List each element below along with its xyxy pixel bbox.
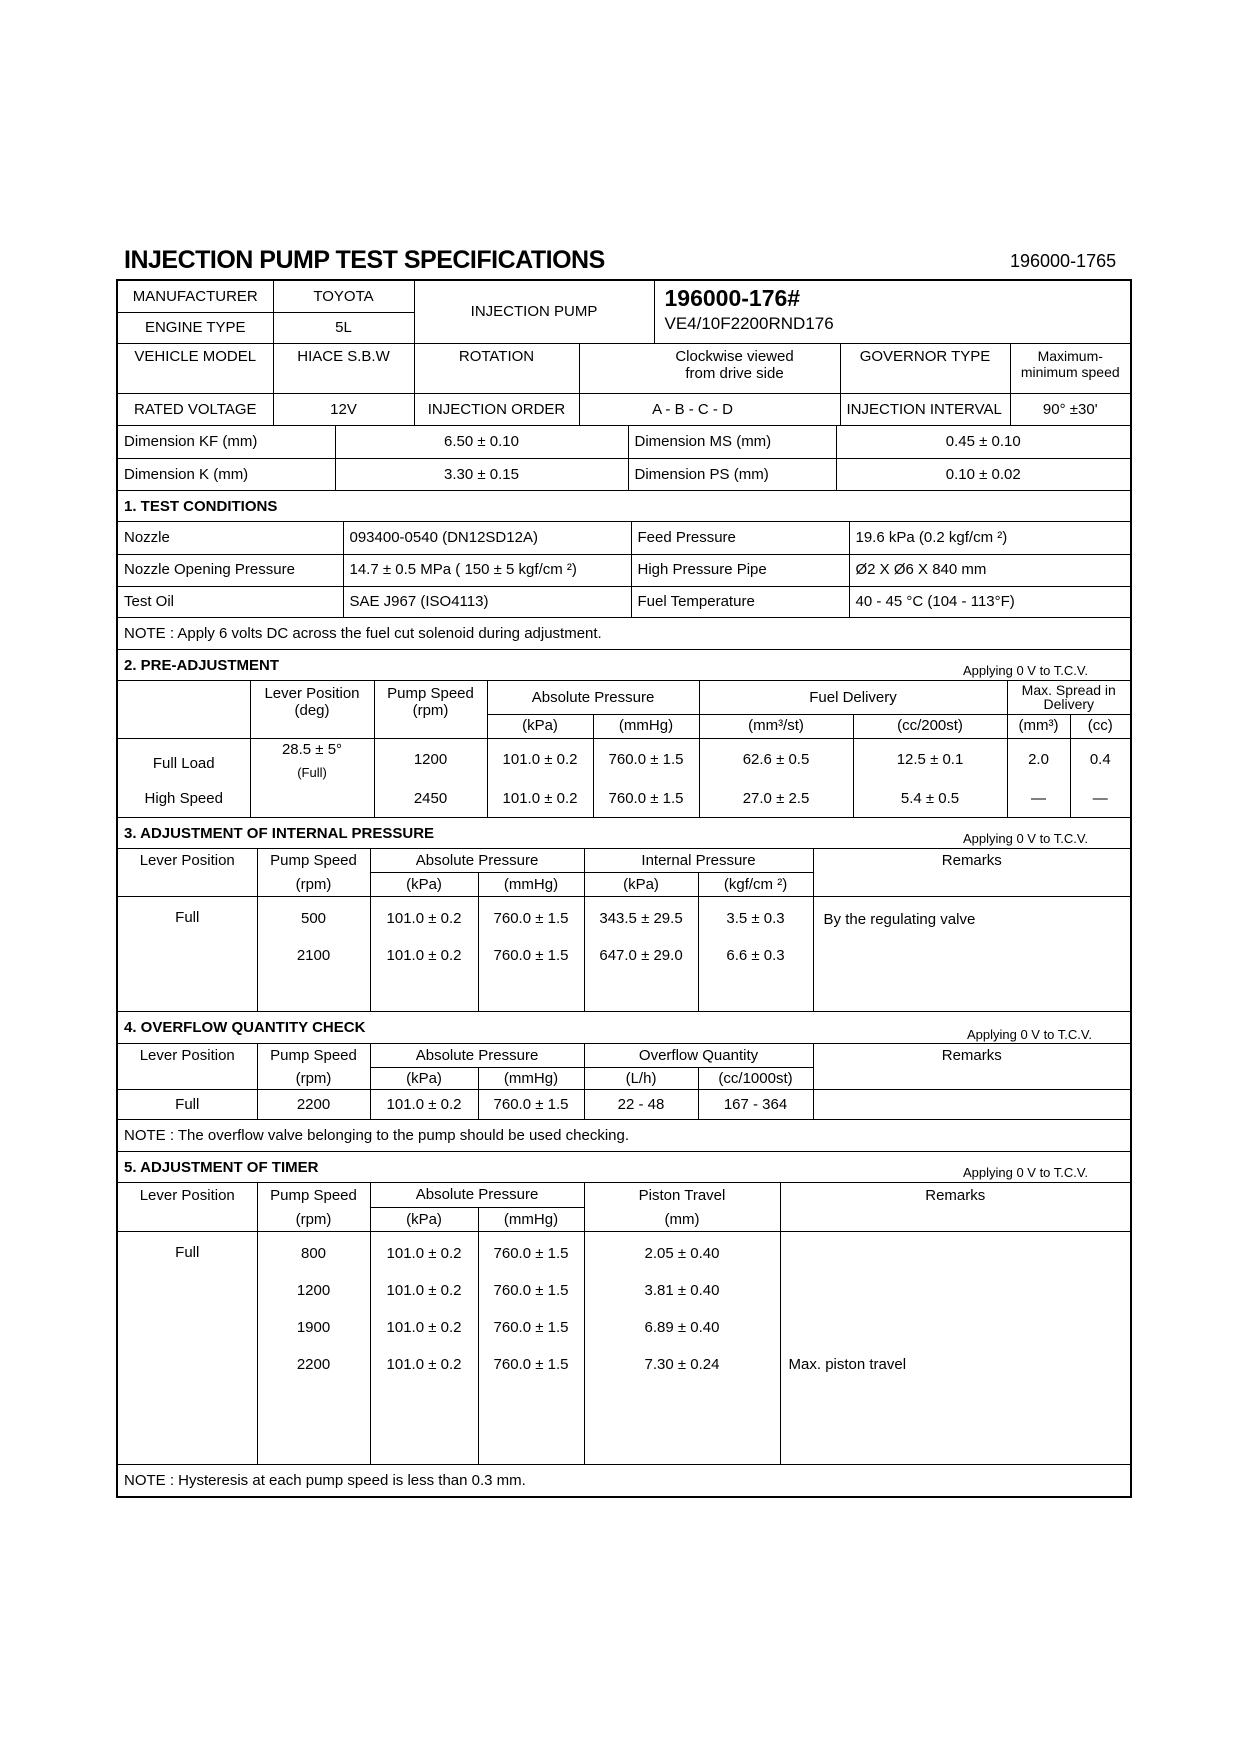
engine-type-value: 5L [273, 312, 414, 343]
overflow-note [118, 1120, 1130, 1152]
remarks-header: Remarks [780, 1183, 1130, 1232]
nozzle-label: Nozzle [118, 522, 343, 554]
kpa-value: 101.0 ± 0.2 [386, 1282, 462, 1300]
lever-position-unit: (deg) [294, 702, 330, 720]
injection-order-label: INJECTION ORDER [414, 393, 579, 425]
speed-value: 2200 [296, 1356, 331, 1374]
table-row-label: High Speed [118, 781, 250, 817]
piston-travel-value: 3.81 ± 0.40 [644, 1282, 720, 1300]
remark-value: By the regulating valve [813, 897, 1130, 1011]
lever-position-text: Lever Position [264, 685, 360, 702]
lever-value: Full [118, 897, 257, 1011]
dim-kf-label: Dimension KF (mm) [118, 426, 335, 458]
kpa-value: 101.0 ± 0.2 [386, 947, 462, 965]
cc200-unit: (cc/200st) [853, 714, 1007, 738]
test-conditions-heading [118, 491, 1130, 522]
internal-kpa-value: 343.5 ± 29.5 [599, 910, 683, 928]
remark-value [789, 1235, 1125, 1272]
lh-value: 22 - 48 [584, 1090, 698, 1119]
speed-value: 2100 [296, 947, 331, 965]
remarks-header: Remarks [813, 849, 1130, 897]
feed-pressure-value: 19.6 kPa (0.2 kgf/cm ²) [849, 522, 1130, 554]
test-conditions-table [118, 522, 1130, 617]
piston-travel-column [584, 1232, 780, 1464]
pump-speed-header [374, 681, 487, 738]
timer-note [118, 1465, 1130, 1496]
kpa-value: 101.0 ± 0.2 [386, 1245, 462, 1263]
engine-type-label: ENGINE TYPE [118, 312, 273, 343]
mmhg-value: 760.0 ± 1.5 [478, 1090, 584, 1119]
mmhg-unit: (mmHg) [478, 1068, 584, 1090]
section-title: 2. PRE-ADJUSTMENT [124, 657, 280, 674]
kpa-unit: (kPa) [487, 714, 593, 738]
lever-value-cell [250, 738, 374, 781]
mm3st-unit: (mm³/st) [699, 714, 853, 738]
mmhg-value: 760.0 ± 1.5 [493, 1356, 569, 1374]
note-text: NOTE : Apply 6 volts DC across the fuel cut solenoid during adjustment. [124, 625, 602, 642]
pump-speed-value: 1200 [374, 738, 487, 781]
tcv-note: Applying 0 V to T.C.V. [962, 1164, 1088, 1180]
lever-position-header-empty [118, 873, 257, 897]
rated-voltage-label: RATED VOLTAGE [118, 393, 273, 425]
lever-sub: (Full) [297, 764, 327, 780]
internal-pressure-table [118, 849, 1130, 1011]
pump-id-cell [654, 281, 1130, 343]
overflow-block [118, 1044, 1130, 1120]
dim-k-label: Dimension K (mm) [118, 458, 335, 490]
dim-k-value: 3.30 ± 0.15 [335, 458, 628, 490]
high-pressure-pipe-value: Ø2 X Ø6 X 840 mm [849, 554, 1130, 586]
timer-block [118, 1183, 1130, 1465]
speed-column [257, 897, 370, 1011]
nozzle-opening-pressure-label: Nozzle Opening Pressure [118, 554, 343, 586]
mmhg-value: 760.0 ± 1.5 [493, 1245, 569, 1263]
overflow-quantity-header: Overflow Quantity [584, 1044, 813, 1068]
test-oil-value: SAE J967 (ISO4113) [343, 586, 631, 617]
page-title: INJECTION PUMP TEST SPECIFICATIONS [124, 246, 605, 274]
kpa-column [370, 1232, 478, 1464]
spread-mm3-value: — [1007, 781, 1070, 817]
cc1000-unit: (cc/1000st) [698, 1068, 813, 1090]
dim-ms-value: 0.45 ± 0.10 [836, 426, 1130, 458]
mm3st-value: 62.6 ± 0.5 [699, 738, 853, 781]
internal-pressure-heading [118, 818, 1130, 849]
tcv-note: Applying 0 V to T.C.V. [966, 1026, 1092, 1042]
rated-voltage-value: 12V [273, 393, 414, 425]
fuel-delivery-header: Fuel Delivery [699, 681, 1007, 714]
kpa-column [370, 897, 478, 1011]
internal-pressure-block [118, 849, 1130, 1012]
timer-heading [118, 1152, 1130, 1183]
info-block [118, 281, 1130, 426]
mmhg-value: 760.0 ± 1.5 [493, 1319, 569, 1337]
speed-value: 500 [300, 910, 327, 928]
spec-sheet [116, 279, 1132, 1498]
rpm-unit: (rpm) [257, 873, 370, 897]
dim-ps-value: 0.10 ± 0.02 [836, 458, 1130, 490]
test-oil-label: Test Oil [118, 586, 343, 617]
dim-ps-label: Dimension PS (mm) [628, 458, 836, 490]
speed-value: 1900 [296, 1319, 331, 1337]
max-spread-header: Max. Spread in Delivery [1007, 681, 1130, 714]
overflow-table [118, 1044, 1130, 1119]
speed-value: 800 [300, 1245, 327, 1263]
piston-travel-header: Piston Travel [584, 1183, 780, 1208]
remark-value [789, 1309, 1125, 1346]
overflow-heading [118, 1012, 1130, 1044]
cc200-value: 12.5 ± 0.1 [853, 738, 1007, 781]
kpa-value: 101.0 ± 0.2 [386, 1356, 462, 1374]
spec-code: 196000-1765 [1010, 251, 1117, 271]
remarks-column [780, 1232, 1130, 1464]
mmhg-value: 760.0 ± 1.5 [593, 781, 699, 817]
internal-kpa-column [584, 897, 698, 1011]
cc-unit: (cc) [1070, 714, 1130, 738]
kpa-value: 101.0 ± 0.2 [386, 1319, 462, 1337]
lever-value: Full [118, 1232, 257, 1464]
table-row-label: Full Load [118, 738, 250, 781]
spread-cc-value: — [1070, 781, 1130, 817]
pre-adjustment-block [118, 681, 1130, 818]
rpm-unit: (rpm) [257, 1068, 370, 1090]
section-title: 5. ADJUSTMENT OF TIMER [124, 1158, 319, 1176]
mmhg-unit: (mmHg) [478, 1208, 584, 1232]
remarks-header: Remarks [813, 1044, 1130, 1090]
pump-speed-header: Pump Speed [257, 849, 370, 873]
cc1000-value: 167 - 364 [698, 1090, 813, 1119]
remark-value [813, 1090, 1130, 1119]
dim-ms-label: Dimension MS (mm) [628, 426, 836, 458]
manufacturer-label: MANUFACTURER [118, 281, 273, 312]
feed-pressure-label: Feed Pressure [631, 522, 849, 554]
kgf-value: 3.5 ± 0.3 [726, 910, 785, 928]
mmhg-unit: (mmHg) [593, 714, 699, 738]
mmhg-value: 760.0 ± 1.5 [593, 738, 699, 781]
dimensions-block [118, 426, 1130, 491]
speed-value: 1200 [296, 1282, 331, 1300]
dim-kf-value: 6.50 ± 0.10 [335, 426, 628, 458]
spread-cc-value: 0.4 [1070, 738, 1130, 781]
nozzle-opening-pressure-value: 14.7 ± 0.5 MPa ( 150 ± 5 kgf/cm ²) [343, 554, 631, 586]
lever-position-header: Lever Position [118, 1183, 257, 1208]
lever-value: 28.5 ± 5° [281, 740, 343, 758]
absolute-pressure-header: Absolute Pressure [487, 681, 699, 714]
injection-interval-value: 90° ±30' [1010, 393, 1130, 425]
fuel-temperature-label: Fuel Temperature [631, 586, 849, 617]
mmhg-column [478, 897, 584, 1011]
kpa-value: 101.0 ± 0.2 [386, 910, 462, 928]
mmhg-value: 760.0 ± 1.5 [493, 910, 569, 928]
lever-position-header [250, 681, 374, 738]
rotation-label: ROTATION [414, 343, 579, 393]
injection-pump-label: INJECTION PUMP [414, 281, 654, 343]
remark-value [789, 1272, 1125, 1309]
pump-model: VE4/10F2200RND176 [664, 314, 834, 334]
section-title: 1. TEST CONDITIONS [124, 498, 278, 515]
absolute-pressure-header: Absolute Pressure [370, 1044, 584, 1068]
section-title: 3. ADJUSTMENT OF INTERNAL PRESSURE [124, 824, 435, 842]
mm3-unit: (mm³) [1007, 714, 1070, 738]
mmhg-column [478, 1232, 584, 1464]
kgf-value: 6.6 ± 0.3 [726, 947, 785, 965]
lever-position-header: Lever Position [118, 1044, 257, 1068]
speed-column [257, 1232, 370, 1464]
fuel-temperature-value: 40 - 45 °C (104 - 113°F) [849, 586, 1130, 617]
kgf-column [698, 897, 813, 1011]
pre-adjustment-heading [118, 650, 1130, 681]
piston-travel-value: 2.05 ± 0.40 [644, 1245, 720, 1263]
mm-unit: (mm) [584, 1208, 780, 1232]
internal-kpa-unit: (kPa) [584, 873, 698, 897]
lever-position-header: Lever Position [118, 849, 257, 873]
nozzle-value: 093400-0540 (DN12SD12A) [343, 522, 631, 554]
spread-mm3-value: 2.0 [1007, 738, 1070, 781]
mmhg-value: 760.0 ± 1.5 [493, 947, 569, 965]
rotation-value: Clockwise viewed from drive side [579, 343, 840, 393]
rpm-unit: (rpm) [257, 1208, 370, 1232]
tcv-note: Applying 0 V to T.C.V. [962, 663, 1088, 678]
absolute-pressure-header: Absolute Pressure [370, 849, 584, 873]
injection-order-value: A - B - C - D [579, 393, 840, 425]
vehicle-model-label: VEHICLE MODEL [118, 343, 273, 393]
piston-travel-value: 7.30 ± 0.24 [644, 1356, 720, 1374]
manufacturer-value: TOYOTA [273, 281, 414, 312]
mmhg-value: 760.0 ± 1.5 [493, 1282, 569, 1300]
pump-speed-header: Pump Speed [257, 1044, 370, 1068]
kpa-value: 101.0 ± 0.2 [487, 781, 593, 817]
info-table [118, 281, 1130, 425]
kpa-value: 101.0 ± 0.2 [370, 1090, 478, 1119]
kgf-unit: (kgf/cm ²) [698, 873, 813, 897]
absolute-pressure-header: Absolute Pressure [370, 1183, 584, 1208]
governor-type-label: GOVERNOR TYPE [840, 343, 1010, 393]
kpa-unit: (kPa) [370, 1068, 478, 1090]
vehicle-model-value: HIACE S.B.W [273, 343, 414, 393]
mm3st-value: 27.0 ± 2.5 [699, 781, 853, 817]
pump-speed-value: 2450 [374, 781, 487, 817]
pump-speed-unit: (rpm) [412, 702, 449, 720]
lever-position-header-empty [118, 1068, 257, 1090]
dimensions-table [118, 426, 1130, 490]
remark-value: Max. piston travel [788, 1356, 907, 1374]
kpa-unit: (kPa) [370, 1208, 478, 1232]
governor-type-value: Maximum-minimum speed [1010, 343, 1130, 393]
lever-value: Full [118, 1090, 257, 1119]
timer-table [118, 1183, 1130, 1464]
injection-interval-label: INJECTION INTERVAL [840, 393, 1010, 425]
note-text: NOTE : Hysteresis at each pump speed is less than 0.3 mm. [124, 1471, 526, 1489]
high-pressure-pipe-label: High Pressure Pipe [631, 554, 849, 586]
pump-number: 196000-176# [664, 285, 801, 311]
cc200-value: 5.4 ± 0.5 [853, 781, 1007, 817]
section-title: 4. OVERFLOW QUANTITY CHECK [124, 1018, 366, 1036]
lever-value-empty [250, 781, 374, 817]
mmhg-unit: (mmHg) [478, 873, 584, 897]
note-text: NOTE : The overflow valve belonging to the pump should be used checking. [124, 1126, 630, 1144]
internal-pressure-header: Internal Pressure [584, 849, 813, 873]
speed-value: 2200 [257, 1090, 370, 1119]
piston-travel-value: 6.89 ± 0.40 [644, 1319, 720, 1337]
row-label-header [118, 681, 250, 738]
tcv-note: Applying 0 V to T.C.V. [962, 830, 1088, 846]
pump-speed-header: Pump Speed [257, 1183, 370, 1208]
pump-speed-text: Pump Speed [387, 685, 474, 702]
kpa-unit: (kPa) [370, 873, 478, 897]
pre-adjustment-table [118, 681, 1130, 817]
internal-kpa-value: 647.0 ± 29.0 [599, 947, 683, 965]
test-conditions-block [118, 522, 1130, 618]
kpa-value: 101.0 ± 0.2 [487, 738, 593, 781]
test-conditions-note [118, 618, 1130, 650]
lever-position-header-empty [118, 1208, 257, 1232]
lh-unit: (L/h) [584, 1068, 698, 1090]
